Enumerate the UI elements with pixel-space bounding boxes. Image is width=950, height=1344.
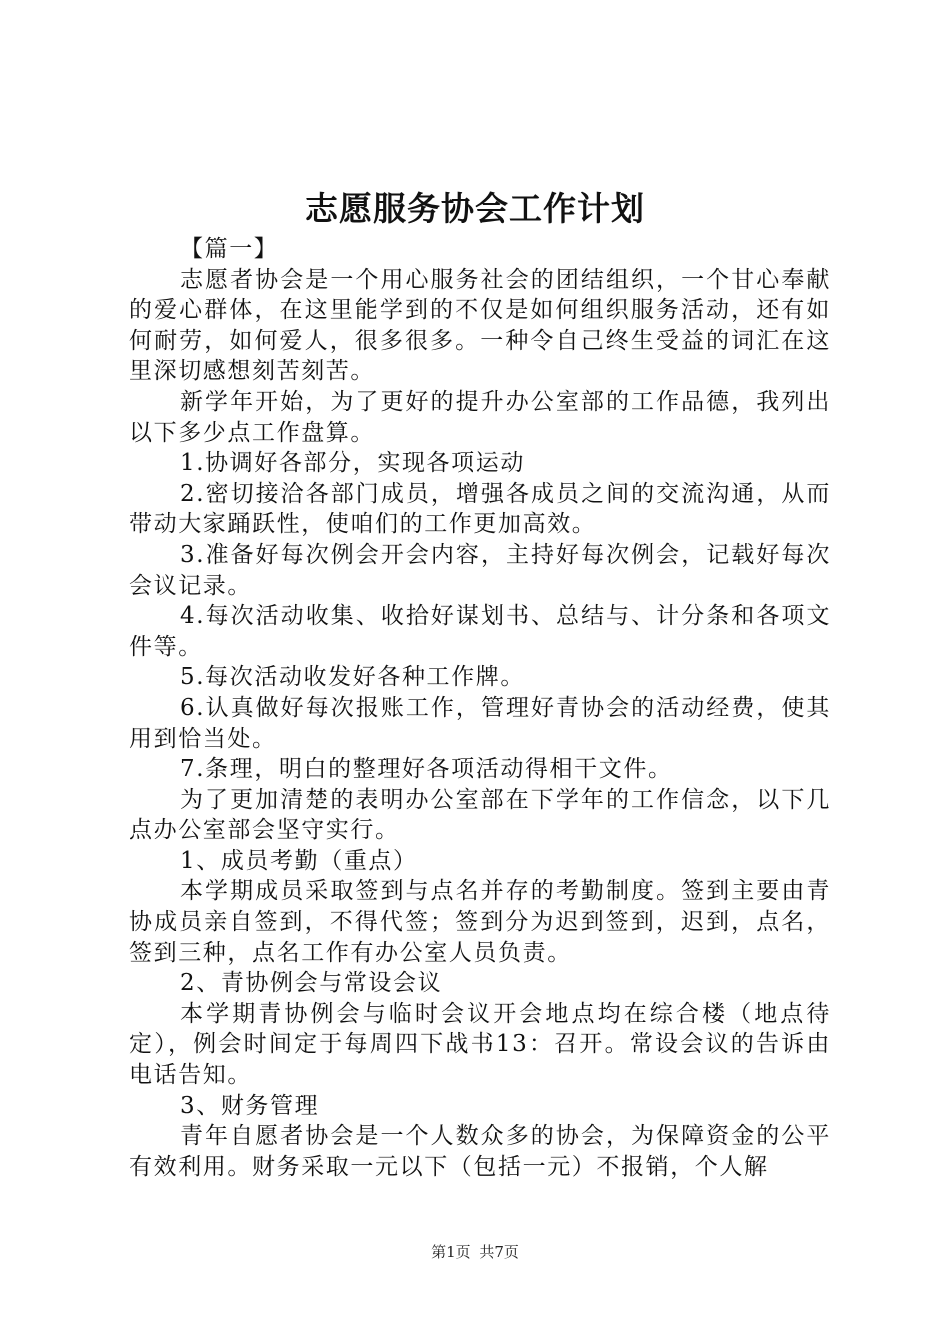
subheading: 1、成员考勤（重点） — [180, 847, 418, 874]
page-footer — [0, 1242, 950, 1262]
list-item: 1.协调好各部分，实现各项运动 — [180, 450, 525, 477]
total-pages: 共7页 — [479, 1243, 519, 1261]
document-title: 志愿服务协会工作计划 — [305, 189, 645, 228]
document-body — [129, 234, 831, 1182]
list-item: 5.每次活动收发好各种工作牌。 — [180, 664, 525, 691]
list-item: 4.每次活动收集、收拾好谋划书、总结与、计分条和各项文件等。 — [129, 603, 831, 660]
paragraph: 本学期青协例会与临时会议开会地点均在综合楼（地点待定），例会时间定于每周四下战书13：召开。常设会议的告诉由电话告知。 — [129, 1000, 831, 1089]
paragraph: 新学年开始，为了更好的提升办公室部的工作品德，我列出以下多少点工作盘算。 — [129, 388, 831, 446]
subheading: 3、财务管理 — [180, 1092, 320, 1119]
paragraph: 本学期成员采取签到与点名并存的考勤制度。签到主要由青协成员亲自签到，不得代签；签到分为迟到签到，迟到，点名，签到三种，点名工作有办公室人员负责。 — [129, 878, 831, 966]
list-item: 7.条理，明白的整理好各项活动得相干文件。 — [180, 756, 673, 783]
subheading: 2、青协例会与常设会议 — [180, 970, 443, 997]
list-item: 6.认真做好每次报账工作，管理好青协会的活动经费，使其用到恰当处。 — [129, 694, 831, 752]
list-item: 2.密切接洽各部门成员，增强各成员之间的交流沟通，从而带动大家踊跃性，使咱们的工作更加高效。 — [129, 480, 831, 538]
section-heading: 【篇一】 — [180, 236, 279, 262]
paragraph: 为了更加清楚的表明办公室部在下学年的工作信念，以下几点办公室部会坚守实行。 — [129, 786, 831, 844]
list-item: 3.准备好每次例会开会内容，主持好每次例会，记载好每次会议记录。 — [129, 541, 831, 599]
current-page-number: 第1页 — [431, 1243, 471, 1261]
paragraph: 青年自愿者协会是一个人数众多的协会，为保障资金的公平有效利用。财务采取一元以下（包括一元）不报销，个人解 — [129, 1123, 831, 1180]
paragraph: 志愿者协会是一个用心服务社会的团结组织，一个甘心奉献的爱心群体，在这里能学到的不仅是如何组织服务活动，还有如何耐劳，如何爱人，很多很多。一种令自己终生受益的词汇在这里深切感想刻苦刻苦。 — [129, 266, 831, 385]
